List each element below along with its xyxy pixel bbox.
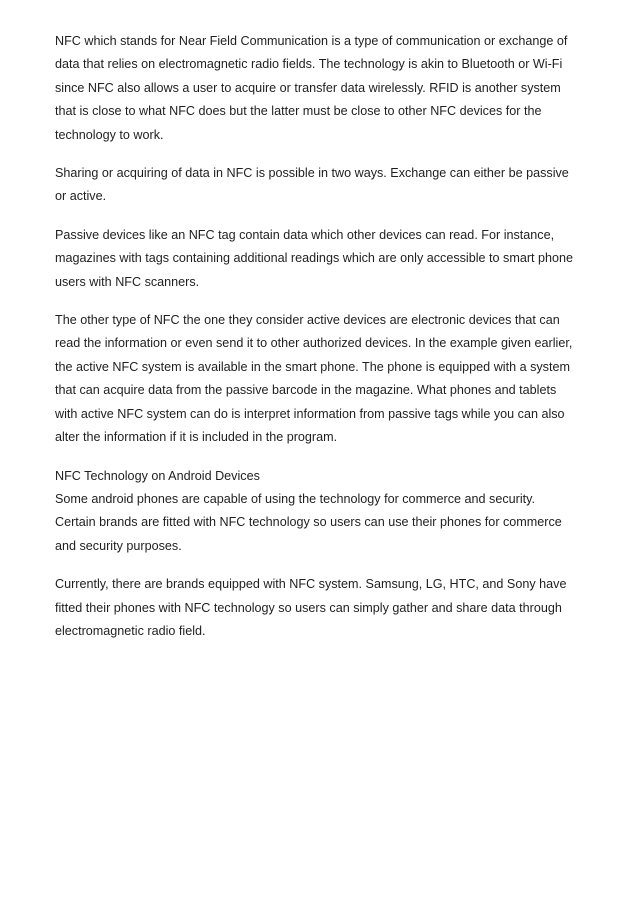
text-line: electromagnetic radio field. <box>55 623 206 638</box>
paragraph-android-section <box>55 465 590 559</box>
text-line: that is close to what NFC does but the latter must be close to other NFC devices for the <box>55 104 542 119</box>
paragraph-active-devices <box>55 309 590 449</box>
text-line: the active NFC system is available in the smart phone. The phone is equipped with a system <box>55 359 570 374</box>
text-line: Some android phones are capable of using the technology for commerce and security. <box>55 491 536 506</box>
text-line: data that relies on electromagnetic radio fields. The technology is akin to Bluetooth or Wi-Fi <box>55 57 563 72</box>
document-body <box>55 30 590 658</box>
text-line: Certain brands are fitted with NFC technology so users can use their phones for commerce <box>55 515 562 530</box>
text-line: users with NFC scanners. <box>55 274 200 289</box>
paragraph-brands <box>55 573 590 643</box>
text-line: with active NFC system can do is interpret information from passive tags while you can also <box>55 406 565 421</box>
text-line: since NFC also allows a user to acquire or transfer data wirelessly. RFID is another system <box>55 80 561 95</box>
text-line: NFC which stands for Near Field Communication is a type of communication or exchange of <box>55 34 568 48</box>
text-line: technology to work. <box>55 127 164 142</box>
text-line: fitted their phones with NFC technology so users can simply gather and share data through <box>55 600 562 615</box>
text-line: Sharing or acquiring of data in NFC is possible in two ways. Exchange can either be passive <box>55 166 569 181</box>
section-heading: NFC Technology on Android Devices <box>55 468 260 483</box>
paragraph-nfc-intro <box>55 30 590 147</box>
paragraph-exchange-modes <box>55 162 590 209</box>
text-line: that can acquire data from the passive barcode in the magazine. What phones and tablets <box>55 383 557 398</box>
paragraph-passive-devices <box>55 224 590 294</box>
text-line: Passive devices like an NFC tag contain data which other devices can read. For instance, <box>55 227 555 242</box>
text-line: read the information or even send it to other authorized devices. In the example given earlier, <box>55 336 573 351</box>
text-line: or active. <box>55 189 107 204</box>
text-line: Currently, there are brands equipped with NFC system. Samsung, LG, HTC, and Sony have <box>55 577 567 592</box>
text-line: and security purposes. <box>55 538 182 553</box>
text-line: magazines with tags containing additional readings which are only accessible to smart phone <box>55 251 574 266</box>
text-line: The other type of NFC the one they consider active devices are electronic devices that can <box>55 313 560 328</box>
text-line: alter the information if it is included in the program. <box>55 430 338 445</box>
